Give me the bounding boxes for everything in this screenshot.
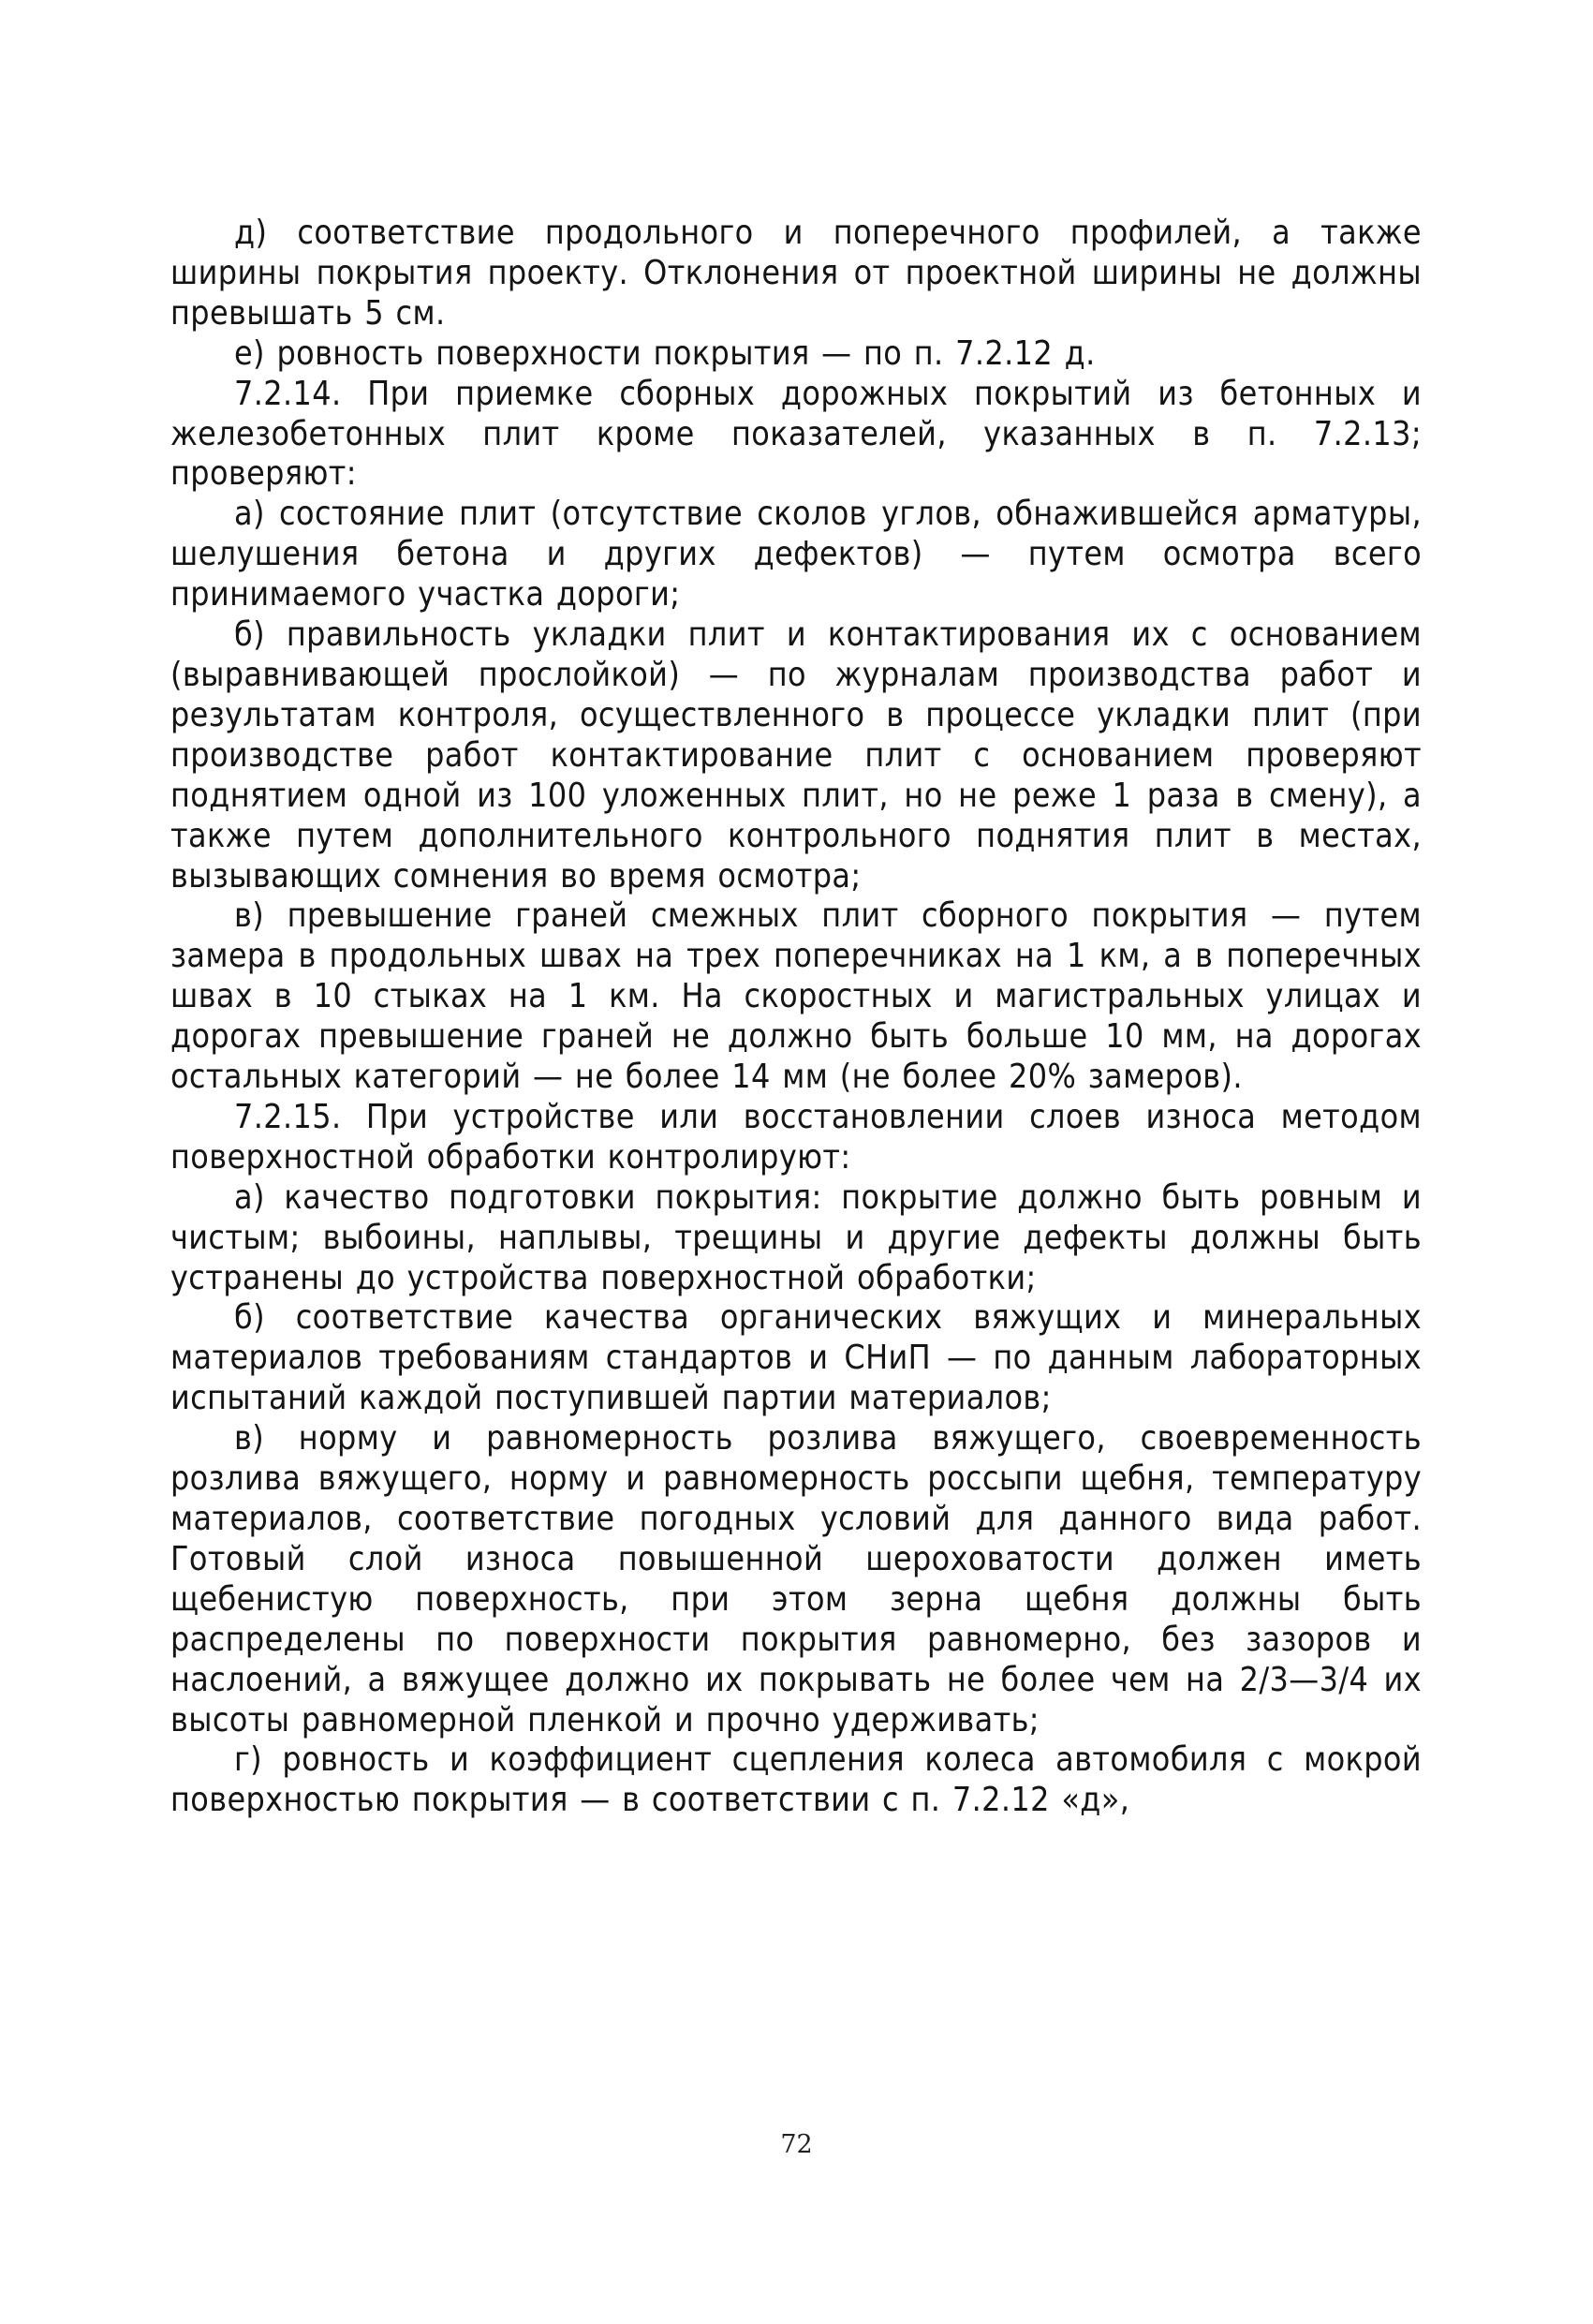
paragraph-section-7-2-14: 7.2.14. При приемке сборных дорожных покрытий из бетонных и железобетонных плит кроме показателей, указанных в п. 7.2.13; проверяют: <box>170 374 1422 494</box>
page-body <box>170 214 1422 1821</box>
paragraph-item-g-evenness: г) ровность и коэффициент сцепления колеса автомобиля с мокрой поверхностью покрытия — в соответствии с п. 7.2.12 «д», <box>170 1740 1422 1820</box>
paragraph-item-v-edges: в) превышение граней смежных плит сборного покрытия — путем замера в продольных швах на трех поперечниках на 1 км, а в поперечных швах в 10 стыках на 1 км. На скоростных и магистральных улицах и дорогах превышение граней не должно быть больше 10 мм, на дорогах остальных категорий — не более 14 мм (не более 20% замеров). <box>170 896 1422 1097</box>
paragraph-item-a-preparation: а) качество подготовки покрытия: покрытие должно быть ровным и чистым; выбоины, наплывы, трещины и другие дефекты должны быть устранены до устройства поверхностной обработки; <box>170 1177 1422 1297</box>
paragraph-item-a-plates: а) состояние плит (отсутствие сколов углов, обнажившейся арматуры, шелушения бетона и других дефектов) — путем осмотра всего принимаемого участка дороги; <box>170 495 1422 614</box>
paragraph-item-v-binder: в) норму и равномерность розлива вяжущего, своевременность розлива вяжущего, норму и равномерность россыпи щебня, температуру материалов, соответствие погодных условий для данного вида работ. Готовый слой износа повышенной шероховатости должен иметь щебенистую поверхность, при этом зерна щебня должны быть распределены по поверхности покрытия равномерно, без зазоров и наслоений, а вяжущее должно их покрывать не более чем на 2/3—3/4 их высоты равномерной пленкой и прочно удерживать; <box>170 1419 1422 1739</box>
paragraph-item-b-laying: б) правильность укладки плит и контактирования их с основанием (выравнивающей прослойкой) — по журналам производства работ и результатам контроля, осуществленного в процессе укладки плит (при производстве работ контактирование плит с основанием проверяют поднятием одной из 100 уложенных плит, но не реже 1 раза в смену), а также путем дополнительного контрольного поднятия плит в местах, вызывающих сомнения во время осмотра; <box>170 615 1422 896</box>
paragraph-item-d: д) соответствие продольного и поперечного профилей, а также ширины покрытия проекту. Отклонения от проектной ширины не должны превышать 5 см. <box>170 214 1422 333</box>
paragraph-item-b-materials: б) соответствие качества органических вяжущих и минеральных материалов требованиям стандартов и СНиП — по данным лабораторных испытаний каждой поступившей партии материалов; <box>170 1298 1422 1418</box>
paragraph-section-7-2-15: 7.2.15. При устройстве или восстановлении слоев износа методом поверхностной обработки контролируют: <box>170 1097 1422 1177</box>
page-number: 72 <box>780 2130 813 2159</box>
paragraph-item-e: е) ровность поверхности покрытия — по п. 7.2.12 д. <box>234 333 1096 373</box>
